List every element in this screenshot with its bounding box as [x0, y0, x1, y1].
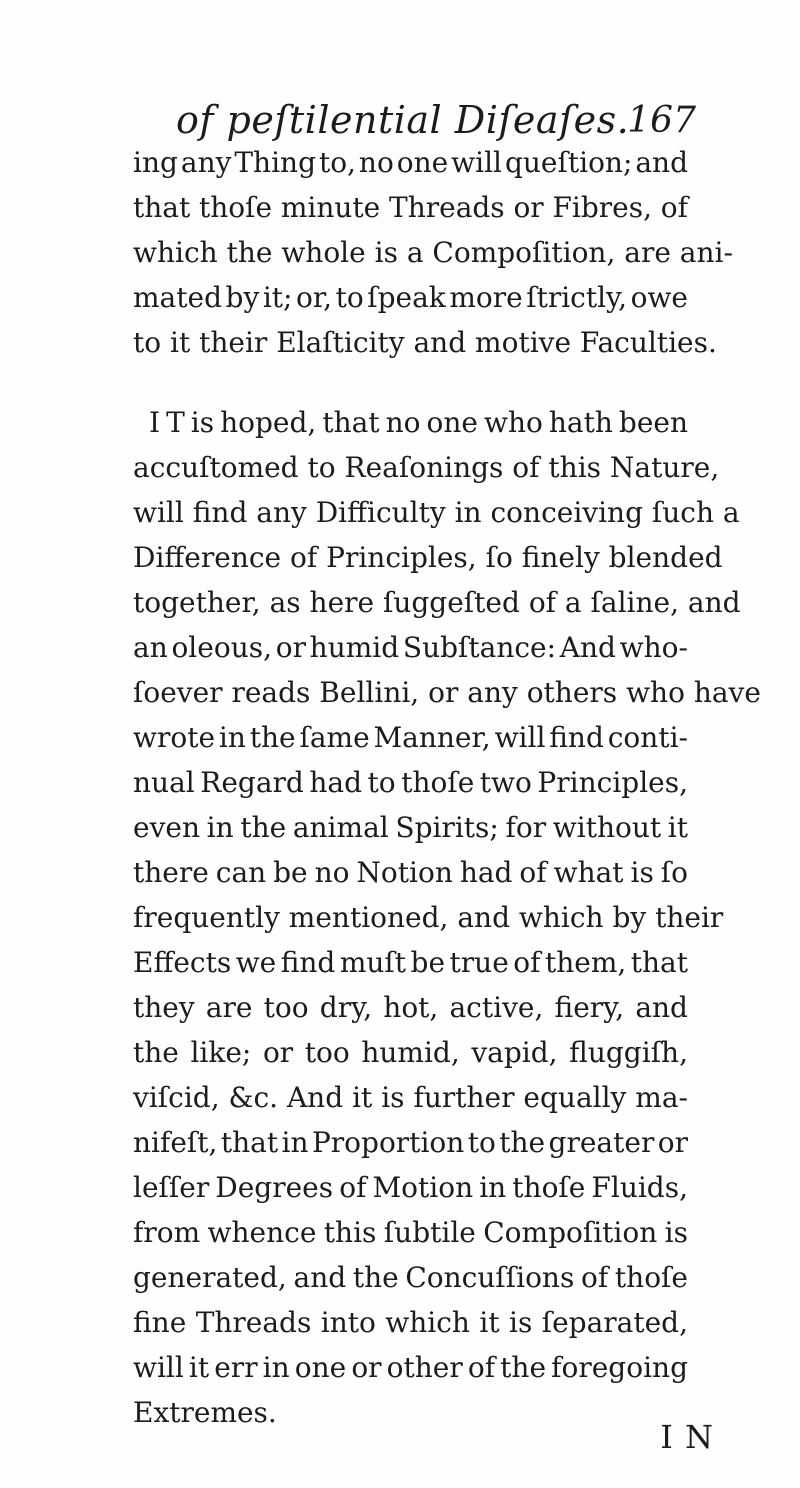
text-line: together, as here ſuggeſted of a ſaline, and: [133, 586, 741, 619]
text-line: that thoſe minute Threads or Fibres, of: [133, 191, 688, 224]
catchword: I N: [660, 1418, 714, 1456]
text-line: I T is hoped, that no one who hath been: [149, 406, 689, 439]
text-line: Extremes.: [133, 1396, 277, 1429]
text-line: Difference of Principles, ſo finely blended: [133, 541, 723, 574]
paragraph-continuation: [133, 140, 733, 365]
text-line: the like; or too humid, vapid, fluggiſh,: [133, 1036, 688, 1069]
text-line: Effects we find muſt be true of them, that: [133, 946, 688, 979]
text-line: generated, and the Concuſſions of thoſe: [133, 1261, 688, 1294]
page-number: 167: [627, 100, 696, 141]
text-line: there can be no Notion had of what is ſo: [133, 856, 688, 889]
text-line: ſoever reads Bellini, or any others who have: [133, 676, 761, 709]
text-line: will find any Difficulty in conceiving ſuch a: [133, 496, 740, 529]
text-line: will it err in one or other of the foregoing: [133, 1351, 688, 1384]
text-line: leſſer Degrees of Motion in thoſe Fluids,: [133, 1171, 688, 1204]
text-line: mated by it; or, to ſpeak more ſtrictly, owe: [133, 281, 688, 314]
paragraph-main: [133, 400, 761, 1435]
text-line: even in the animal Spirits; for without it: [133, 811, 688, 844]
text-line: nual Regard had to thoſe two Principles,: [133, 766, 688, 799]
running-title: of peſtilential Diſeaſes.: [176, 98, 630, 142]
text-line: from whence this ſubtile Compoſition is: [133, 1216, 688, 1249]
text-line: fine Threads into which it is ſeparated,: [133, 1306, 688, 1339]
text-line: wrote in the ſame Manner, will find conti-: [133, 721, 688, 754]
text-line: they are too dry, hot, active, fiery, and: [133, 991, 688, 1024]
text-line: an oleous, or humid Subſtance: And who-: [133, 631, 688, 664]
text-line: nifeſt, that in Proportion to the greater or: [133, 1126, 688, 1159]
text-line: ing any Thing to, no one will queſtion; and: [133, 146, 688, 179]
text-line: to it their Elaſticity and motive Faculties.: [133, 326, 717, 359]
text-line: which the whole is a Compoſition, are ani-: [133, 236, 733, 269]
text-line: frequently mentioned, and which by their: [133, 901, 724, 934]
text-line: accuſtomed to Reaſonings of this Nature,: [133, 451, 720, 484]
text-line: viſcid, &c. And it is further equally ma-: [133, 1081, 688, 1114]
